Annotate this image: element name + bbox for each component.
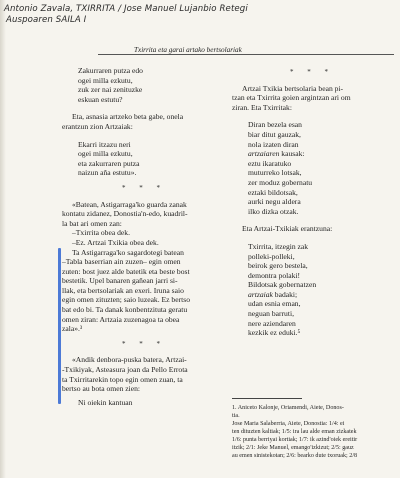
page-edge-shadow	[0, 0, 6, 478]
text-line: bat edo bi. Ta danak konbentzituta geratu	[62, 305, 188, 315]
footnote-line: 1/6: punta berriyai kortiak; 1/7: ik azind'oiek ereitir	[232, 437, 358, 443]
verse-line: biar ditut gauzak,	[248, 129, 301, 139]
verse-line: udan esnia eman,	[248, 299, 301, 309]
paragraph-2	[62, 200, 226, 229]
verse-fragment: badaki;	[272, 289, 298, 299]
footnote-line: tia.	[232, 413, 240, 419]
verse-line: Ekarri itzazu neri	[78, 139, 131, 149]
text-line: ta Txirritarekin topo egin omen zuan, ta	[62, 374, 183, 384]
text-line: Eta, asnasia artzeko beta gabe, onela	[72, 112, 184, 122]
handwritten-annotation	[4, 4, 396, 26]
text-line: ziran. Eta Txirritak:	[232, 102, 292, 112]
text-line: zala».³	[62, 324, 83, 334]
italic-word: artzaiaren	[248, 149, 280, 159]
footnote-line: 1. Aniceto Kalonje, Oriamendi, Aiete, Donos-	[232, 405, 344, 411]
footnote-line: itzik; 2/1: Jeke Manuel, emango'izkizut; 2/5: gauz	[232, 445, 354, 451]
verse-line: demontra polaki!	[248, 270, 301, 280]
verse-fragment: kausak:	[279, 149, 305, 159]
verse-line: kezkik ez eduki.⁵	[248, 328, 301, 338]
verse-r1	[248, 120, 392, 216]
verse-line: eta zakurraren putza	[78, 158, 140, 168]
verse-line: neguan barruti,	[248, 309, 294, 319]
text-line: zuten: bost juez alde batetik eta beste bost	[62, 266, 190, 276]
verse-line: naizun aña estutu».	[78, 168, 137, 178]
verse-line: beirok gero bestela,	[248, 261, 308, 271]
verse-3	[78, 398, 226, 408]
running-title: Txirrita eta garai artako bertsolariak	[134, 46, 242, 54]
verse-line: nere aziendaren	[248, 318, 296, 328]
verse-2	[78, 140, 226, 178]
handwritten-line-2: Auspoaren SAILA I	[6, 15, 87, 25]
italic-word: artzaiak	[248, 289, 273, 299]
text-line: egin omen zituzten; saio luzeak. Ez bertso	[62, 295, 190, 305]
verse-line: ogei milla ezkutu,	[78, 149, 133, 159]
text-line: «Batean, Astigarraga'ko guarda zanak	[72, 199, 187, 209]
header-rule	[98, 54, 394, 55]
verse-line: Ni oiekin kantuan	[78, 397, 133, 407]
text-line: «Andik denbora-puska batera, Artzai-	[72, 355, 187, 365]
verse-line: eztu ikaratuko	[248, 158, 292, 168]
verse-line: muturreko lotsak,	[248, 168, 302, 178]
verse-line: Zakurraren putza edo	[78, 66, 143, 75]
text-line: bestetik. Upel banaren gañean jarri si-	[62, 276, 178, 286]
verse-line	[248, 290, 392, 300]
handwritten-line-1: Antonio Zavala, TXIRRITA / Jose Manuel Lujanbio Retegi	[4, 4, 248, 14]
left-column	[62, 66, 226, 407]
verse-line: Txirrita, itzegin zak	[248, 241, 309, 251]
margin-highlight-bar	[58, 248, 61, 404]
right-column	[232, 66, 392, 338]
section-separator: * * *	[122, 183, 166, 192]
paragraph-3	[62, 248, 226, 334]
footnote-line: au emen sinistekotan; 2/6: bearko dute txoruak; 2/8	[232, 453, 358, 459]
verse-line: aurki negu aldera	[248, 197, 301, 207]
text-line: la bat ari omen zan:	[62, 218, 122, 228]
section-separator: * * *	[122, 339, 166, 348]
verse-line: polleki-polleki,	[248, 251, 295, 261]
text-line: Artzai Txikia bertsolaria bean pi-	[242, 83, 344, 93]
section-separator: * * *	[290, 68, 334, 76]
text-line: bertso au bota omen zien:	[62, 384, 141, 394]
text-line: llak, eta bertsolariak an exeri. Iruna saio	[62, 285, 184, 295]
paragraph-1	[62, 112, 226, 131]
verse-line: ogei milla ezkutu,	[78, 75, 133, 85]
footnote-rule	[232, 398, 302, 399]
paragraph-r1	[232, 84, 392, 113]
text-line: erantzun zion Artzaiak:	[62, 121, 133, 131]
text-line: -Txikiyak, Asteasura joan da Pello Errota	[62, 365, 188, 375]
verse-line: eskuan estutu?	[78, 94, 123, 104]
dialog-line: –Ez. Artzai Txikia obea dek.	[72, 237, 159, 247]
verse-line: zer moduz gobernatu	[248, 177, 313, 187]
verse-line: ilko dizka otzak.	[248, 206, 299, 216]
verse-line: eztaki bildotsak,	[248, 187, 298, 197]
text-line: tzan eta Txirrita goien argintzan ari om	[232, 93, 351, 103]
footnotes	[232, 404, 396, 460]
text-line: kontatu zidanez, Donostia'n-edo, kuadril-	[62, 209, 188, 219]
footnote-line: ten dituzten kaltiak; 1/5: ira lau alde eman zizkatek	[232, 429, 357, 435]
verse-line	[248, 149, 392, 159]
verse-r2	[248, 242, 392, 338]
text-line: Ta Astigarraga'ko sagardotegi batean	[72, 247, 184, 257]
verse-line: zuk zer nai zenituzke	[78, 85, 143, 95]
dialog-line: –Txirrita obea dek.	[72, 228, 130, 238]
text-line: omen ziran: Artzaia zuzenagoa ta obea	[62, 314, 180, 324]
paragraph-r2: Eta Artzai-Txikiak erantzuna:	[242, 224, 333, 234]
text-line: –Tabla baserrian ain zuzen– egin omen	[62, 257, 181, 267]
verse-line: Diran bezela esan	[248, 120, 302, 130]
verse-line: Bildotsak gobernatzen	[248, 280, 317, 290]
verse-1	[78, 66, 226, 104]
footnote-line: Jose Maria Salaberria, Aiete, Donostia: 1/4: ei	[232, 421, 345, 427]
verse-line: nola izaten diran	[248, 139, 299, 149]
paragraph-4	[62, 355, 226, 393]
